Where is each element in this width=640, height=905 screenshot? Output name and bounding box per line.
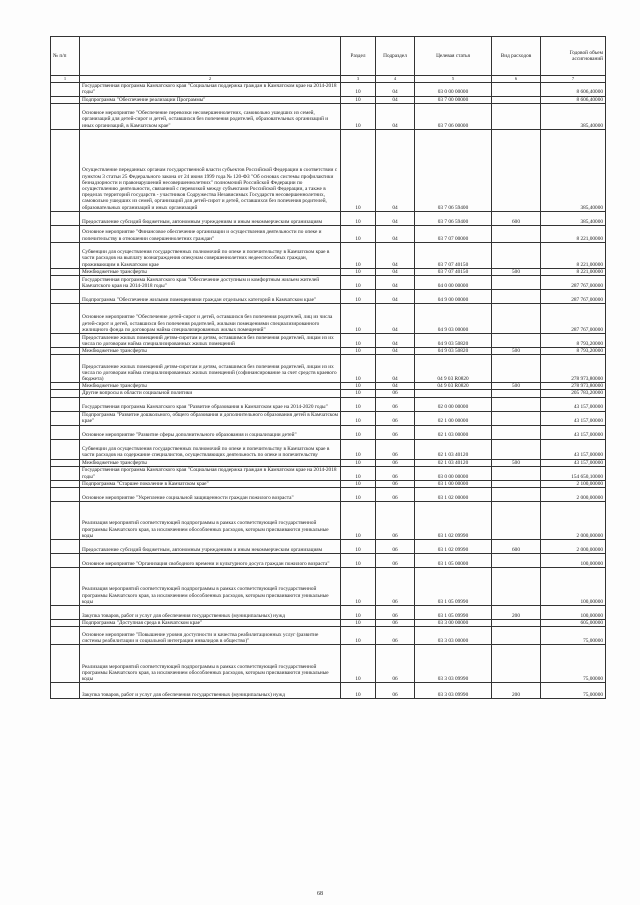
row-name-cell: Государственная программа Камчатского края "Социальная поддержка граждан в Камчатском крае на 2014-2018 годы"	[80, 83, 341, 96]
row-target-code-cell: 04 9 03 R0820	[415, 383, 492, 390]
column-index-cell: 5	[415, 76, 492, 83]
table-row	[51, 554, 606, 568]
row-target-code-cell: 03 1 05 09990	[415, 568, 492, 606]
row-section-cell: 10	[341, 242, 376, 268]
row-number-cell	[51, 459, 80, 466]
row-section-cell: 10	[341, 480, 376, 487]
row-expense-type-cell	[492, 304, 541, 334]
row-subsection-cell: 04	[376, 348, 415, 355]
row-section-cell: 10	[341, 290, 376, 304]
header-annual-amount: Годовой объем ассигнований	[541, 37, 606, 76]
row-section-cell: 10	[341, 268, 376, 275]
column-index-cell: 1	[51, 76, 80, 83]
row-section-cell: 10	[341, 225, 376, 242]
row-amount-cell: 100,00000	[541, 606, 606, 620]
row-section-cell: 10	[341, 96, 376, 103]
row-name-cell: Основное мероприятие "Организация свободного времени и культурного досуга граждан пожилого возраста"	[80, 554, 341, 568]
row-section-cell: 10	[341, 276, 376, 290]
row-amount-cell: 100,00000	[541, 568, 606, 606]
row-number-cell	[51, 480, 80, 487]
row-name-cell: Предоставление субсидий бюджетным, автономным учреждениям и иным некоммерческим организациям	[80, 540, 341, 554]
row-amount-cell: 8 221,00000	[541, 225, 606, 242]
row-target-code-cell	[415, 390, 492, 397]
row-name-cell: Предоставление жилых помещений детям-сиротам и детям, оставшимся без попечения родителей, лицам из их числа по договорам найма специализированных жилых помещений (софинансирование за счет средств краевого бюджета)	[80, 355, 341, 383]
table-row	[51, 645, 606, 683]
row-number-cell	[51, 620, 80, 627]
row-target-code-cell: 02 0 00 00000	[415, 397, 492, 411]
row-subsection-cell: 04	[376, 129, 415, 211]
row-number-cell	[51, 276, 80, 290]
row-name-cell: Основное мероприятие "Обеспечение детей-сирот и детей, оставшихся без попечения родителей, лиц из числа детей-сирот и детей, оставшихся без попечения родителей, жилыми помещениями специализированного жилищного фонда по договорам найма специализированных жилых помещений"	[80, 304, 341, 334]
row-amount-cell: 75,00000	[541, 627, 606, 645]
row-amount-cell: 385,40000	[541, 129, 606, 211]
row-name-cell: Осуществление переданных органам государственной власти субъектов Российской Федерации в соответствии с пунктом 3 статьи 25 Федерального закона от 24 июня 1999 года № 120-ФЗ "Об основах системы профилактики безнадзорности и правонарушений несовершеннолетних" полномочий Российской Федерации по осуществлению деятельности, связанной с перевозкой между субъектами Российской Федерации, а также в пределах территорий государств - участников Содружества Независимых Государств несовершеннолетних, самовольно ушедших из семей, организаций для детей-сирот и детей, оставшихся без попечения родителей, образовательных организаций и иных организаций	[80, 129, 341, 211]
row-target-code-cell: 03 0 00 00000	[415, 466, 492, 480]
row-subsection-cell: 06	[376, 540, 415, 554]
table-row	[51, 268, 606, 275]
row-target-code-cell: 03 3 00 00000	[415, 620, 492, 627]
budget-table	[50, 36, 606, 699]
row-number-cell	[51, 606, 80, 620]
row-amount-cell: 2 100,00000	[541, 480, 606, 487]
row-section-cell: 10	[341, 103, 376, 129]
row-subsection-cell: 06	[376, 466, 415, 480]
row-number-cell	[51, 627, 80, 645]
table-row	[51, 466, 606, 480]
row-amount-cell: 287 767,00000	[541, 290, 606, 304]
row-target-code-cell: 03 7 07 00000	[415, 225, 492, 242]
row-name-cell: Закупка товаров, работ и услуг для обеспечения государственных (муниципальных) нужд	[80, 606, 341, 620]
table-row	[51, 459, 606, 466]
row-number-cell	[51, 290, 80, 304]
row-expense-type-cell	[492, 425, 541, 439]
row-section-cell: 10	[341, 83, 376, 96]
row-amount-cell: 2 000,00000	[541, 488, 606, 502]
row-subsection-cell: 06	[376, 620, 415, 627]
row-expense-type-cell	[492, 466, 541, 480]
row-expense-type-cell	[492, 390, 541, 397]
row-name-cell: Подпрограмма "Обеспечение реализации Программы"	[80, 96, 341, 103]
row-name-cell: Межбюджетные трансферты	[80, 348, 341, 355]
row-expense-type-cell: 200	[492, 683, 541, 699]
row-amount-cell: 278 973,80000	[541, 355, 606, 383]
row-number-cell	[51, 129, 80, 211]
row-amount-cell: 287 767,00000	[541, 276, 606, 290]
table-row	[51, 290, 606, 304]
row-name-cell: Подпрограмма "Развитие дошкольного, общего образования и дополнительного образования детей в Камчатском крае"	[80, 411, 341, 425]
row-number-cell	[51, 211, 80, 225]
row-subsection-cell: 06	[376, 411, 415, 425]
row-expense-type-cell: 500	[492, 383, 541, 390]
row-section-cell: 10	[341, 627, 376, 645]
header-expense-type: Вид расходов	[492, 37, 541, 76]
row-name-cell: Подпрограмма "Обеспечение жилыми помещениями граждан отдельных категорий в Камчатском крае"	[80, 290, 341, 304]
row-expense-type-cell	[492, 397, 541, 411]
row-amount-cell: 278 973,80000	[541, 383, 606, 390]
table-row	[51, 211, 606, 225]
row-number-cell	[51, 466, 80, 480]
table-row	[51, 304, 606, 334]
row-expense-type-cell	[492, 620, 541, 627]
row-subsection-cell: 06	[376, 425, 415, 439]
row-expense-type-cell: 500	[492, 268, 541, 275]
table-row	[51, 129, 606, 211]
table-row	[51, 540, 606, 554]
row-amount-cell: 8 606,40000	[541, 83, 606, 96]
row-subsection-cell: 06	[376, 554, 415, 568]
row-target-code-cell: 03 7 00 00000	[415, 96, 492, 103]
row-target-code-cell: 04 9 03 50820	[415, 334, 492, 348]
row-subsection-cell: 06	[376, 683, 415, 699]
row-number-cell	[51, 411, 80, 425]
row-subsection-cell: 04	[376, 83, 415, 96]
header-name	[80, 37, 341, 76]
row-number-cell	[51, 304, 80, 334]
row-amount-cell: 2 000,00000	[541, 540, 606, 554]
row-subsection-cell: 04	[376, 304, 415, 334]
row-section-cell: 10	[341, 334, 376, 348]
row-target-code-cell: 03 7 07 40150	[415, 268, 492, 275]
table-row	[51, 620, 606, 627]
row-subsection-cell: 04	[376, 276, 415, 290]
row-subsection-cell: 04	[376, 242, 415, 268]
row-target-code-cell: 04 9 03 50820	[415, 348, 492, 355]
row-number-cell	[51, 540, 80, 554]
table-row	[51, 334, 606, 348]
row-section-cell: 10	[341, 466, 376, 480]
row-expense-type-cell	[492, 411, 541, 425]
row-name-cell: Межбюджетные трансферты	[80, 268, 341, 275]
row-section-cell: 10	[341, 554, 376, 568]
row-name-cell: Реализация мероприятий соответствующей подпрограммы в рамках соответствующей государственной программы Камчатского края, за исключением обособленных расходов, которым присваиваются уникальные коды	[80, 502, 341, 540]
row-name-cell: Межбюджетные трансферты	[80, 383, 341, 390]
column-index-cell: 4	[376, 76, 415, 83]
row-name-cell: Другие вопросы в области социальной политики	[80, 390, 341, 397]
row-target-code-cell: 03 3 03 09990	[415, 645, 492, 683]
row-target-code-cell: 03 1 00 00000	[415, 480, 492, 487]
row-section-cell: 10	[341, 620, 376, 627]
row-amount-cell: 8 221,00000	[541, 242, 606, 268]
row-amount-cell: 8 793,20000	[541, 334, 606, 348]
table-header-row	[51, 37, 606, 76]
row-amount-cell: 205 783,20000	[541, 390, 606, 397]
row-target-code-cell: 03 7 06 00000	[415, 103, 492, 129]
row-expense-type-cell	[492, 225, 541, 242]
row-expense-type-cell	[492, 334, 541, 348]
row-expense-type-cell	[492, 83, 541, 96]
row-subsection-cell: 04	[376, 96, 415, 103]
row-section-cell: 10	[341, 411, 376, 425]
row-number-cell	[51, 568, 80, 606]
row-name-cell: Предоставление субсидий бюджетным, автономным учреждениям и иным некоммерческим организациям	[80, 211, 341, 225]
row-number-cell	[51, 425, 80, 439]
row-subsection-cell: 04	[376, 355, 415, 383]
row-name-cell: Субвенции для осуществления государственных полномочий по опеке и попечительству в Камчатском крае в части расходов на выплату вознаграждения опекунам совершеннолетних недееспособных граждан, проживающим в Камчатском крае	[80, 242, 341, 268]
table-row	[51, 425, 606, 439]
row-number-cell	[51, 645, 80, 683]
table-row	[51, 225, 606, 242]
row-name-cell: Основное мероприятие "Обеспечение перевозки несовершеннолетних, самовольно ушедших из семей, организаций для детей-сирот и детей, оставшихся без попечения родителей, образовательных организаций и иных организаций, в Камчатском крае"	[80, 103, 341, 129]
row-target-code-cell: 03 1 02 09990	[415, 540, 492, 554]
row-amount-cell: 75,00000	[541, 683, 606, 699]
row-expense-type-cell	[492, 242, 541, 268]
row-subsection-cell: 06	[376, 439, 415, 459]
row-expense-type-cell: 600	[492, 540, 541, 554]
row-amount-cell: 154 650,10000	[541, 466, 606, 480]
row-number-cell	[51, 554, 80, 568]
row-number-cell	[51, 383, 80, 390]
row-subsection-cell: 06	[376, 627, 415, 645]
row-subsection-cell: 04	[376, 103, 415, 129]
row-subsection-cell: 04	[376, 334, 415, 348]
row-subsection-cell: 06	[376, 606, 415, 620]
table-row	[51, 439, 606, 459]
row-amount-cell: 43 157,00000	[541, 397, 606, 411]
row-expense-type-cell	[492, 554, 541, 568]
table-row	[51, 83, 606, 96]
table-row	[51, 627, 606, 645]
row-amount-cell: 287 767,00000	[541, 304, 606, 334]
row-section-cell: 10	[341, 645, 376, 683]
row-amount-cell: 43 157,00000	[541, 459, 606, 466]
row-name-cell: Закупка товаров, работ и услуг для обеспечения государственных (муниципальных) нужд	[80, 683, 341, 699]
table-row	[51, 103, 606, 129]
header-target-code: Целевая статья	[415, 37, 492, 76]
row-name-cell: Основное мероприятие "Повышение уровня доступности и качества реабилитационных услуг (развитие системы реабилитации и социальной интеграции инвалидов в общество)"	[80, 627, 341, 645]
row-amount-cell: 2 000,00000	[541, 502, 606, 540]
row-expense-type-cell	[492, 502, 541, 540]
row-amount-cell: 43 157,00000	[541, 439, 606, 459]
row-section-cell: 10	[341, 488, 376, 502]
row-expense-type-cell	[492, 568, 541, 606]
row-section-cell: 10	[341, 568, 376, 606]
table-row	[51, 411, 606, 425]
row-amount-cell: 8 606,40000	[541, 96, 606, 103]
row-amount-cell: 385,40000	[541, 211, 606, 225]
table-body	[51, 83, 606, 699]
row-number-cell	[51, 225, 80, 242]
row-expense-type-cell	[492, 103, 541, 129]
header-subsection: Подраздел	[376, 37, 415, 76]
row-expense-type-cell	[492, 645, 541, 683]
row-section-cell: 10	[341, 397, 376, 411]
row-name-cell: Основное мероприятие "Развитие сферы дополнительного образования и социализации детей"	[80, 425, 341, 439]
row-name-cell: Межбюджетные трансферты	[80, 459, 341, 466]
row-number-cell	[51, 348, 80, 355]
table-row	[51, 480, 606, 487]
row-target-code-cell: 04 0 00 00000	[415, 276, 492, 290]
column-index-cell: 2	[80, 76, 341, 83]
row-number-cell	[51, 390, 80, 397]
table-row	[51, 383, 606, 390]
row-amount-cell: 43 157,00000	[541, 425, 606, 439]
row-section-cell: 10	[341, 304, 376, 334]
row-name-cell: Государственная программа Камчатского края "Развитие образования в Камчатском крае на 2014-2020 годы"	[80, 397, 341, 411]
row-number-cell	[51, 488, 80, 502]
table-row	[51, 348, 606, 355]
row-section-cell: 10	[341, 355, 376, 383]
row-section-cell: 10	[341, 425, 376, 439]
row-target-code-cell: 02 1 00 00000	[415, 411, 492, 425]
row-amount-cell: 100,00000	[541, 554, 606, 568]
row-target-code-cell: 02 1 03 00000	[415, 425, 492, 439]
row-section-cell: 10	[341, 390, 376, 397]
row-amount-cell: 605,00000	[541, 620, 606, 627]
row-name-cell: Реализация мероприятий соответствующей подпрограммы в рамках соответствующей государственной программы Камчатского края, за исключением обособленных расходов, которым присваиваются уникальные коды	[80, 645, 341, 683]
column-index-cell: 6	[492, 76, 541, 83]
row-subsection-cell: 06	[376, 568, 415, 606]
row-expense-type-cell	[492, 290, 541, 304]
row-section-cell: 10	[341, 439, 376, 459]
row-number-cell	[51, 502, 80, 540]
row-name-cell: Государственная программа Камчатского края "Обеспечение доступным и комфортным жильем жителей Камчатского края на 2014-2018 годы"	[80, 276, 341, 290]
row-target-code-cell: 03 0 00 00000	[415, 83, 492, 96]
row-amount-cell: 8 221,00000	[541, 268, 606, 275]
column-index-row	[51, 76, 606, 83]
table-row	[51, 96, 606, 103]
row-subsection-cell: 06	[376, 390, 415, 397]
table-row	[51, 242, 606, 268]
row-expense-type-cell	[492, 276, 541, 290]
row-subsection-cell: 06	[376, 459, 415, 466]
table-row	[51, 276, 606, 290]
table-row	[51, 502, 606, 540]
row-section-cell: 10	[341, 129, 376, 211]
table-row	[51, 606, 606, 620]
row-section-cell: 10	[341, 383, 376, 390]
row-subsection-cell: 06	[376, 488, 415, 502]
row-target-code-cell: 03 3 03 09990	[415, 683, 492, 699]
row-target-code-cell: 03 1 05 00000	[415, 554, 492, 568]
row-number-cell	[51, 242, 80, 268]
row-subsection-cell: 04	[376, 290, 415, 304]
row-name-cell: Основное мероприятие "Финансовое обеспечение организации и осуществления деятельности по опеке и попечительству в отношении совершеннолетних граждан"	[80, 225, 341, 242]
row-target-code-cell: 04 9 03 00000	[415, 304, 492, 334]
row-name-cell: Подпрограмма "Старшее поколение в Камчатском крае"	[80, 480, 341, 487]
row-subsection-cell: 06	[376, 480, 415, 487]
row-subsection-cell: 06	[376, 645, 415, 683]
column-index-cell: 3	[341, 76, 376, 83]
column-index-cell: 7	[541, 76, 606, 83]
row-section-cell: 10	[341, 606, 376, 620]
row-target-code-cell: 03 7 06 59400	[415, 129, 492, 211]
row-name-cell: Реализация мероприятий соответствующей подпрограммы в рамках соответствующей государственной программы Камчатского края, за исключением обособленных расходов, которым присваиваются уникальные коды	[80, 568, 341, 606]
row-target-code-cell: 02 1 03 40120	[415, 439, 492, 459]
row-number-cell	[51, 83, 80, 96]
row-number-cell	[51, 683, 80, 699]
row-subsection-cell: 04	[376, 211, 415, 225]
row-subsection-cell: 06	[376, 397, 415, 411]
row-target-code-cell: 04 9 03 R0820	[415, 355, 492, 383]
row-target-code-cell: 03 7 07 40150	[415, 242, 492, 268]
row-target-code-cell: 04 9 00 00000	[415, 290, 492, 304]
row-name-cell: Субвенции для осуществления государственных полномочий по опеке и попечительству в Камчатском крае в части расходов на содержание специалистов, осуществляющих деятельность по опеке и попечительству	[80, 439, 341, 459]
row-expense-type-cell	[492, 96, 541, 103]
table-row	[51, 397, 606, 411]
row-expense-type-cell	[492, 439, 541, 459]
row-name-cell: Основное мероприятие "Укрепление социальной защищенности граждан пожилого возраста"	[80, 488, 341, 502]
row-expense-type-cell: 500	[492, 459, 541, 466]
row-number-cell	[51, 96, 80, 103]
row-target-code-cell: 03 7 06 59400	[415, 211, 492, 225]
row-number-cell	[51, 103, 80, 129]
row-number-cell	[51, 334, 80, 348]
row-amount-cell: 8 793,20000	[541, 348, 606, 355]
header-number: № п/п	[51, 37, 80, 76]
row-section-cell: 10	[341, 348, 376, 355]
row-section-cell: 10	[341, 540, 376, 554]
row-section-cell: 10	[341, 502, 376, 540]
table-row	[51, 683, 606, 699]
page-number: 68	[317, 891, 323, 897]
row-target-code-cell: 03 1 05 09990	[415, 606, 492, 620]
row-section-cell: 10	[341, 683, 376, 699]
table-row	[51, 390, 606, 397]
row-expense-type-cell: 600	[492, 211, 541, 225]
row-amount-cell: 43 157,00000	[541, 411, 606, 425]
table-row	[51, 568, 606, 606]
row-target-code-cell: 03 1 02 00000	[415, 488, 492, 502]
row-target-code-cell: 02 1 03 40120	[415, 459, 492, 466]
row-number-cell	[51, 439, 80, 459]
row-expense-type-cell	[492, 480, 541, 487]
row-number-cell	[51, 397, 80, 411]
row-name-cell: Предоставление жилых помещений детям-сиротам и детям, оставшимся без попечения родителей, лицам из их числа по договорам найма специализированных жилых помещений	[80, 334, 341, 348]
row-expense-type-cell: 200	[492, 606, 541, 620]
row-subsection-cell: 04	[376, 225, 415, 242]
row-expense-type-cell	[492, 488, 541, 502]
row-amount-cell: 385,40000	[541, 103, 606, 129]
row-target-code-cell: 03 3 03 00000	[415, 627, 492, 645]
header-section: Раздел	[341, 37, 376, 76]
table-row	[51, 488, 606, 502]
row-number-cell	[51, 268, 80, 275]
row-subsection-cell: 06	[376, 502, 415, 540]
row-subsection-cell: 04	[376, 383, 415, 390]
row-target-code-cell: 03 1 02 09990	[415, 502, 492, 540]
row-expense-type-cell: 500	[492, 348, 541, 355]
row-expense-type-cell	[492, 355, 541, 383]
row-expense-type-cell	[492, 627, 541, 645]
row-name-cell: Государственная программа Камчатского края "Социальная поддержка граждан в Камчатском крае на 2014-2018 годы"	[80, 466, 341, 480]
row-expense-type-cell	[492, 129, 541, 211]
row-section-cell: 10	[341, 459, 376, 466]
row-subsection-cell: 04	[376, 268, 415, 275]
row-section-cell: 10	[341, 211, 376, 225]
table-row	[51, 355, 606, 383]
row-name-cell: Подпрограмма "Доступная среда в Камчатском крае"	[80, 620, 341, 627]
row-amount-cell: 75,00000	[541, 645, 606, 683]
row-number-cell	[51, 355, 80, 383]
